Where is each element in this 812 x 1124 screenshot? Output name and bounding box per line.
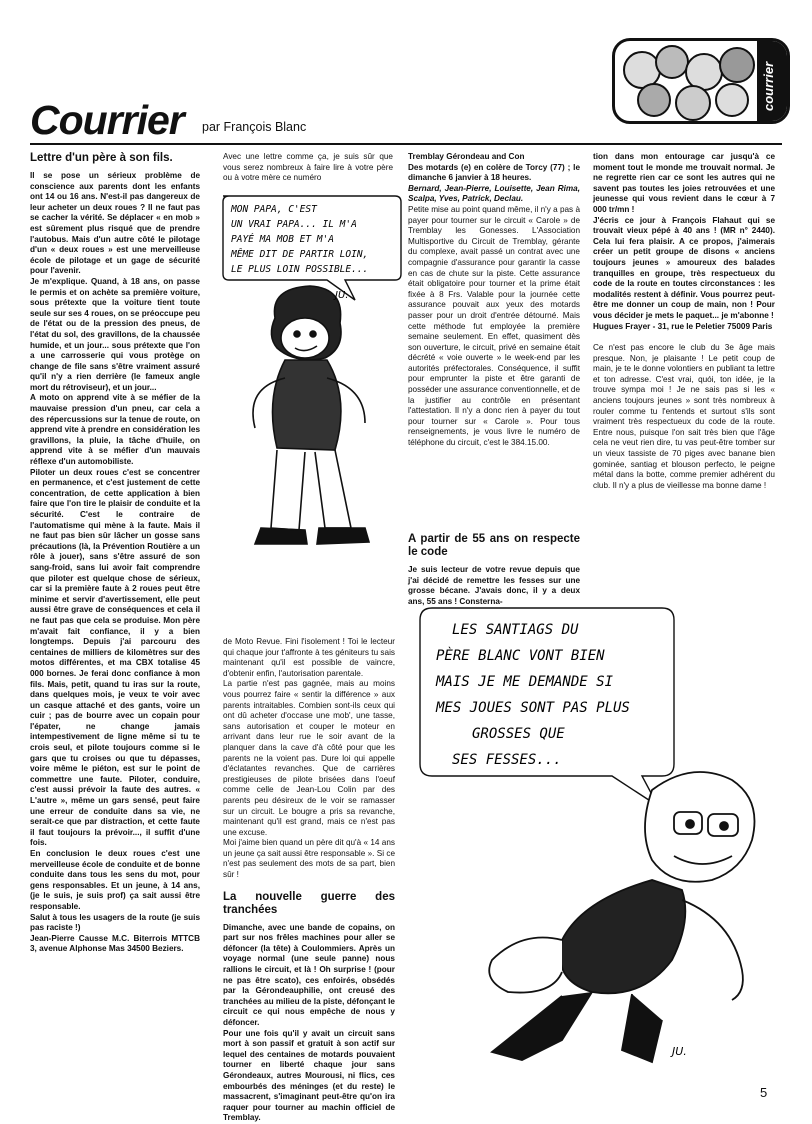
bubble-text: PAYÉ MA MOB ET M'A <box>231 234 334 245</box>
paragraph: Petite mise au point quand même, il n'y a pas à payer pour tourner sur le circuit « Carole » de Tremblay les Gonesses. L'Association Multisportive du Circuit de Tremblay, gérante du complexe, avait passé un contrat avec une compagnie d'assurance pour garantir la casse en cas de chute sur la piste. Cette assurance était obligatoire pour tourner et la prime était fixée à 8 Frs. Valable pour la journée cette assurance pouvait aux yeux des motards passer pour un droit d'entrée détourné. Mais cette méthode fut employée la première semaine seulement. En effet, quasiment dès son ouverture, le circuit, privé en semaine était décrété « voie ouverte » le week-end par les autorités préfectorales. Conséquence, il suffit pour emprunter la piste et être garanti de posséder une assurance conventionnelle, et de la justifier au contrôle en présentant l'attestation. Il n'y a donc rien à payer du tout pour tourner sur « Carole ». Pour tous renseignements, je vous livre le numéro de téléphone du circuit, c'est le 384.15.00. <box>408 204 580 448</box>
page-number: 5 <box>760 1085 768 1100</box>
grandpa-figure <box>489 772 754 1062</box>
paragraph: Dimanche, avec une bande de copains, on part sur nos frêles machines pour aller se défoncer (la tête) à Coulommiers. Après un voyage normal (une seule panne) nous rallions le circuit, et là ! Oh surprise ! (pour ne pas être scato), ces enfoirés, obsédés par la Gérondeauphilie, ont creusé des tranchées au milieu de la piste, défonçant le circuit ce qui nous empêche de nous y défoncer. <box>223 922 395 1027</box>
face-illustration <box>637 83 671 117</box>
bubble-text: LES SANTIAGS DU <box>452 622 579 638</box>
paragraph: Avec une lettre comme ça, je suis sûr que vous serez nombreux à faire lire à votre père ou à votre mère ce numéro <box>223 152 393 183</box>
paragraph: tion dans mon entourage car jusqu'à ce moment tout le monde me trouvait normal. Je ne regrette rien car ce sont les autres qui ne savent pas toutes les joies retrouvées et une jeunesse qui vous revient dans le cœur à 7 000 tr/mn ! <box>593 152 775 214</box>
signature: Hugues Frayer - 31, rue le Peletier 75009 Paris <box>593 321 773 331</box>
bubble-text: GROSSES QUE <box>472 726 565 742</box>
paragraph: Salut à tous les usagers de la route (je suis pas raciste !) <box>30 912 200 933</box>
paragraph: J'écris ce jour à François Flahaut qui se trouvait vieux pépé à 40 ans ! (MR n° 2440). Cela lui fera plaisir. A ce propos, j'aimerais créer un petit groupe de disons « anciens toujours jeunes » amoureux des balades tranquilles en groupe, très respectueux du code de la route en toutes circonstances : les modalités restent à définir. Vous pourrez peut-être me donner un coup de main, non ! Pour vous décider je mets le paquet... je m'abonne ! <box>593 215 775 320</box>
reply-intro <box>223 152 393 184</box>
article-tremblay <box>408 152 580 449</box>
face-illustration <box>655 45 689 79</box>
paragraph: A moto on apprend vite à se méfier de la mauvaise pression d'un pneu, car cela a des répercussions sur la tenue de route, on apprend vite à prendre en considération les gravillons, la pluie, la tâche d'huile, on apprend vite à se méfier d'un mauvais réflexe d'un automobiliste. <box>30 393 200 467</box>
cartoon-signature: JU. <box>672 1045 687 1058</box>
bubble-text: PÈRE BLANC VONT BIEN <box>436 648 605 664</box>
paragraph: Moi j'aime bien quand un père dit qu'à « 14 ans un jeune ça sait aussi être responsable ». Si ce n'est pas seulement des mots de sa part, bien sûr ! <box>223 838 395 880</box>
byline: par François Blanc <box>202 120 307 134</box>
article-title: Lettre d'un père à son fils. <box>30 152 173 164</box>
paragraph: Je m'explique. Quand, à 18 ans, on passe le permis et on achète sa première voiture, sous prétexte que la voiture tient toute seule sur ses 4 roues, on se préoccupe peu de l'état ou de la pression des pneus, de l'état du sol, des gravillons, de la chaussée humide, et un jour... sous prétexte que l'on a une carrosserie qui vous protège on change de file sans s'être vraiment assuré qu'il n'y a rien derrière (le fameux angle mort du rétroviseur), et un jour... <box>30 276 200 392</box>
bubble-text: UN VRAI PAPA... IL M'A <box>231 219 357 230</box>
bubble-text: MÊME DIT DE PARTIR LOIN, <box>231 249 369 260</box>
article-title: La nouvelle guerre des tranchées <box>223 890 395 916</box>
signature: Jean-Pierre Causse M.C. Biterrois MTTCB 3, avenue Alphonse Mas 34500 Beziers. <box>30 933 200 954</box>
bubble-text: SES FESSES... <box>452 752 562 768</box>
paragraph: La partie n'est pas gagnée, mais au moins vous pourrez faire « sentir la différence » aux parents intraitables. Combien sont-ils ceux qui ont dû acheter d'occase une mob', une tasse, sans autorisation et couper le moteur en arrivant dans leur rue le soir avant de la planquer dans la cave d'à côté pour que les parents ne la voient pas. Dure loi qui appelle d'éclatantes revanches. Que de carrières prestigieuses de pilote brisées dans l'oeuf comme celle de Jean-Lou Colin par des parents peu désireux de le voir se ramasser sur un circuit. Le bougre a pris sa revanche, maintenant qu'il est grand, mais ce n'est pas une excuse. <box>223 679 395 837</box>
grandpa-cartoon <box>412 600 782 1070</box>
paragraph: de Moto Revue. Fini l'isolement ! Toi le lecteur qui chaque jour t'affronte à tes géniteurs tu sais maintenant qu'il est possible de vaincre, d'obtenir enfin, l'autorisation parentale. <box>223 637 395 678</box>
signatures: Bernard, Jean-Pierre, Louisette, Jean Rima, Scalpa, Yves, Patrick, Declau. <box>408 183 580 204</box>
article-title: A partir de 55 ans on respecte le code <box>408 533 580 558</box>
paragraph: Il se pose un sérieux problème de conscience aux parents dont les enfants ont 14 ou 16 ans. N'est-il pas dangereux de leur acheter un deux roues ? Il ne faut pas se cacher la vérité. Se déplacer « en mob » est sûrement plus risqué que de prendre l'autobus. Mais d'un autre côté le pilotage d'un « deux roues » est une merveilleuse école de pilotage et un gage de sécurité pour l'avenir. <box>30 171 200 276</box>
face-illustration <box>719 47 755 83</box>
father-figure <box>253 286 369 544</box>
reply-cinquante <box>593 343 775 491</box>
paragraph: Pour une fois qu'il y avait un circuit sans mort à son passif et gratuit à son actif sur lequel des centaines de motards pouvaient tourner en liberté chaque jour sans Gérondeaux, autres Mourousi, ni flics, ces embourbés des méninges (et du reste) le massacrent, s'imaginant peut-être qu'on ira raquer pour tourner au machin officiel de Tremblay. <box>223 1028 395 1123</box>
bubble-text: MES JOUES SONT PAS PLUS <box>436 700 630 716</box>
badge-label: courrier <box>761 61 776 111</box>
courrier-logo-badge <box>612 38 790 124</box>
paragraph: En conclusion le deux roues c'est une merveilleuse école de conduite et de bonne conduite dans tous les sens du mot, pour gens responsables. Et un jeune, à 14 ans, (je le suis, je suis prof) ça sait aussi être responsable. <box>30 849 200 911</box>
bubble-text: MON PAPA, C'EST <box>231 204 317 215</box>
face-illustration <box>715 83 749 117</box>
article-lettre <box>30 152 200 955</box>
bubble-text: MAIS JE ME DEMANDE SI <box>436 674 614 690</box>
badge-tab <box>757 41 787 121</box>
reply-lettre <box>223 637 395 1124</box>
bubble-text: LE PLUS LOIN POSSIBLE... <box>231 264 369 275</box>
section-title: Courrier <box>30 97 184 143</box>
face-illustration <box>675 85 711 121</box>
paragraph: Je suis lecteur de votre revue depuis que j'ai décidé de remettre les fesses sur une grosse bécane. J'avais donc, il y a deux ans, 55 ans ! Consterna- <box>408 565 580 606</box>
article-cinquante-cont <box>593 152 775 332</box>
paragraph: Tremblay Gérondeau and Con <box>408 152 525 161</box>
father-cartoon <box>215 188 405 628</box>
cartoon-signature: JU. <box>335 290 349 301</box>
article-cinquante <box>408 533 580 607</box>
paragraph: Ce n'est pas encore le club du 3e âge mais presque. Non, je plaisante ! Le petit coup de main, je te le donne volontiers en publiant ta lettre et ton adresse. C'est vrai, quói, ton idée, je la trouve sympa moi ! Je ne sais pas si les « anciens toujours jeunes » sont très nombreux à rouler comme tu l'entends et surtout s'ils sont vraiment très respectueux du code de la route. Entre nous, puisque l'on sait très bien que l'âge cela ne veut rien dire, tu vas peut-être tomber sur un vieux tassiste de 70 piges avec banane bien gominée, santiag et blouson perfecto, le peigne métal dans la botte, comme premier adhérent du club. Il n'y a plus de vieillesse ma bonne dame ! <box>593 343 775 490</box>
header-rule <box>30 143 782 145</box>
paragraph: Piloter un deux roues c'est se concentrer en permanence, et c'est justement de cette concentration, de cette application à bien faire que l'on tire le plaisir de conduite et la sécurité. C'est le contraire de l'automatisme qui mène à la faute. Mais il ne faut pas bien sûr lâcher un gosse sans précautions (là, la Prévention Routière a un rôle à jouer), sans s'être assuré de son sang-froid, sans lui avoir fait comprendre que piloter est quelque chose de sérieux, car si la première faute à 2 roues peut être minime et servir d'avertissement, elle peut aussi être grave de conséquences et cela il ne faut pas que cela se produise. Mon père m'avait fait confiance, il y a bien longtemps. Depuis j'ai parcouru des centaines de milliers de kilomètres sur des motos différentes, et ma CBX totalise 45 000 bornes. Je ferai donc confiance à mon fils. Mais, petit, quand tu iras sur la route, dans quelques mois, je veux te voir avec un casque attaché et des gants, voire un cuir ; pas de bourre avec un copain pour l'épater, ne change jamais intempestivement de ligne même si tu te crois seul, et pilote toujours comme si le gars que tu croises ou que tu dépasses, voire même le piéton, est sur le point de commettre une faute. Piloter, conduire, c'est aussi prévoir la faute des autres. « L'autre », même un gars sensé, peut faire une erreur de conduite dans sa vie, ne serait-ce que par distraction, et cette faute il faut toujours la prévoir..., il suffit d'une fois. <box>30 467 200 848</box>
paragraph: Des motards (e) en colère de Torcy (77) ; le dimanche 6 janvier à 18 heures. <box>408 162 580 183</box>
